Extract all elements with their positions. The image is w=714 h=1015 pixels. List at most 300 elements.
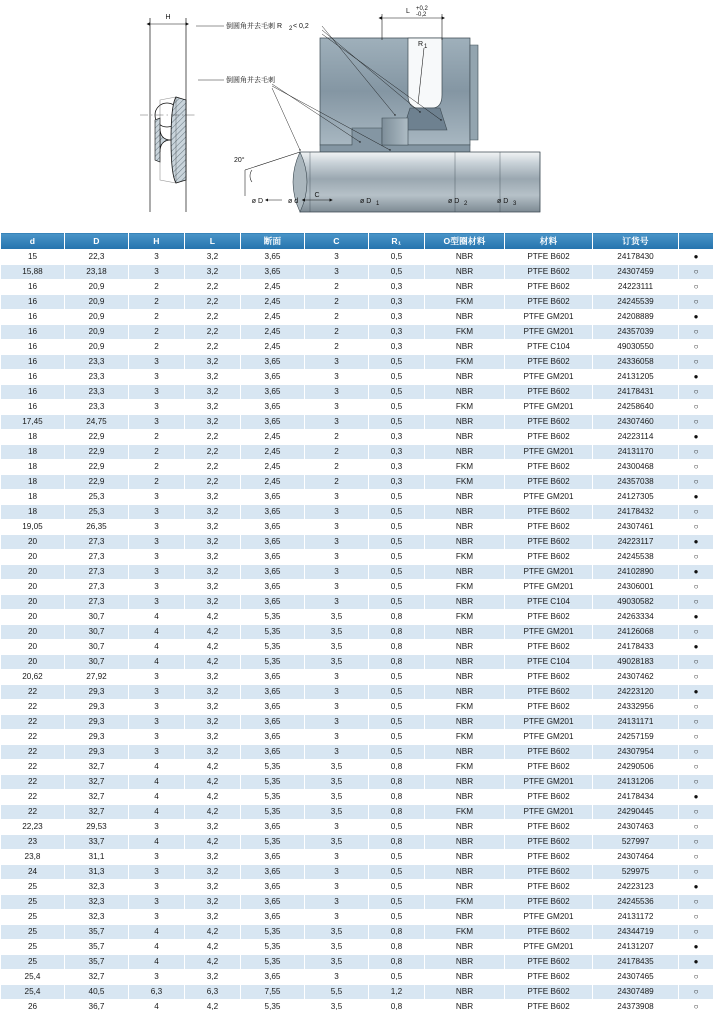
table-row[interactable] (1, 670, 714, 685)
cell-material: PTFE GM201 (505, 310, 593, 325)
table-row[interactable] (1, 490, 714, 505)
dia-D-label: ø D (251, 198, 263, 205)
cell-R1: 0,3 (369, 325, 425, 340)
cell-H: 2 (129, 310, 185, 325)
table-row[interactable] (1, 685, 714, 700)
cell-oring-material: FKM (425, 550, 505, 565)
cell-oring-material: NBR (425, 625, 505, 640)
cell-D: 22,9 (65, 445, 129, 460)
cell-order-number: 24245539 (593, 295, 679, 310)
cell-section: 2,45 (241, 430, 305, 445)
stock-dot-open-icon (694, 447, 699, 456)
table-row[interactable] (1, 820, 714, 835)
cell-C: 3 (305, 550, 369, 565)
table-row[interactable] (1, 1000, 714, 1015)
cell-H: 3 (129, 265, 185, 280)
table-row[interactable] (1, 955, 714, 970)
table-row[interactable] (1, 430, 714, 445)
table-row[interactable] (1, 385, 714, 400)
cell-R1: 0,5 (369, 595, 425, 610)
cell-H: 4 (129, 640, 185, 655)
cell-d: 20 (1, 610, 65, 625)
cell-order-number: 24223117 (593, 535, 679, 550)
cell-L: 3,2 (185, 400, 241, 415)
cell-material: PTFE C104 (505, 595, 593, 610)
cell-oring-material: NBR (425, 910, 505, 925)
cell-stock-indicator (679, 910, 714, 925)
cell-material: PTFE B602 (505, 970, 593, 985)
cell-stock-indicator (679, 580, 714, 595)
cell-C: 3,5 (305, 955, 369, 970)
table-row[interactable] (1, 595, 714, 610)
table-row[interactable] (1, 895, 714, 910)
cell-order-number: 24344719 (593, 925, 679, 940)
cell-stock-indicator (679, 970, 714, 985)
cell-L: 3,2 (185, 415, 241, 430)
table-row[interactable] (1, 475, 714, 490)
cell-D: 22,3 (65, 250, 129, 265)
cell-R1: 0,5 (369, 865, 425, 880)
cell-order-number: 529975 (593, 865, 679, 880)
table-row[interactable] (1, 925, 714, 940)
cell-oring-material: FKM (425, 700, 505, 715)
stock-dot-open-icon (694, 357, 699, 366)
table-row[interactable] (1, 655, 714, 670)
cell-H: 3 (129, 745, 185, 760)
cell-order-number: 49030550 (593, 340, 679, 355)
table-row[interactable] (1, 880, 714, 895)
cell-oring-material: NBR (425, 880, 505, 895)
cell-d: 22 (1, 790, 65, 805)
cell-L: 3,2 (185, 850, 241, 865)
cell-stock-indicator (679, 490, 714, 505)
table-row[interactable] (1, 805, 714, 820)
cell-section: 3,65 (241, 595, 305, 610)
cell-material: PTFE B602 (505, 745, 593, 760)
cell-D: 32,7 (65, 790, 129, 805)
cell-oring-material: NBR (425, 280, 505, 295)
table-row[interactable] (1, 355, 714, 370)
stock-dot-open-icon (694, 507, 699, 516)
cell-oring-material: NBR (425, 385, 505, 400)
cell-d: 16 (1, 310, 65, 325)
table-row[interactable] (1, 625, 714, 640)
cell-section: 3,65 (241, 400, 305, 415)
table-row[interactable] (1, 340, 714, 355)
cell-H: 2 (129, 445, 185, 460)
cell-C: 3,5 (305, 760, 369, 775)
cell-L: 4,2 (185, 760, 241, 775)
cell-D: 32,7 (65, 760, 129, 775)
cell-oring-material: NBR (425, 310, 505, 325)
cell-oring-material: NBR (425, 970, 505, 985)
cell-D: 35,7 (65, 955, 129, 970)
cell-C: 2 (305, 460, 369, 475)
cell-section: 3,65 (241, 865, 305, 880)
table-row[interactable] (1, 730, 714, 745)
cell-D: 32,3 (65, 880, 129, 895)
cell-L: 3,2 (185, 970, 241, 985)
cell-section: 3,65 (241, 355, 305, 370)
cell-H: 2 (129, 475, 185, 490)
cell-C: 2 (305, 475, 369, 490)
table-row[interactable] (1, 445, 714, 460)
cell-H: 2 (129, 295, 185, 310)
cell-L: 2,2 (185, 460, 241, 475)
table-row[interactable] (1, 790, 714, 805)
cell-H: 3 (129, 520, 185, 535)
cell-H: 3 (129, 700, 185, 715)
cell-C: 5,5 (305, 985, 369, 1000)
cell-L: 3,2 (185, 820, 241, 835)
cell-C: 3,5 (305, 640, 369, 655)
cell-R1: 0,5 (369, 730, 425, 745)
cell-stock-indicator (679, 400, 714, 415)
cell-order-number: 24178434 (593, 790, 679, 805)
table-row[interactable] (1, 835, 714, 850)
cell-order-number: 24131206 (593, 775, 679, 790)
cell-D: 40,5 (65, 985, 129, 1000)
table-row[interactable] (1, 565, 714, 580)
cell-section: 5,35 (241, 610, 305, 625)
table-row[interactable] (1, 760, 714, 775)
cell-material: PTFE B602 (505, 280, 593, 295)
cell-stock-indicator (679, 670, 714, 685)
stock-dot-open-icon (694, 747, 699, 756)
cell-section: 3,65 (241, 715, 305, 730)
cell-stock-indicator (679, 415, 714, 430)
cell-L: 3,2 (185, 715, 241, 730)
cell-oring-material: FKM (425, 730, 505, 745)
cell-material: PTFE B602 (505, 895, 593, 910)
cell-stock-indicator (679, 820, 714, 835)
cell-oring-material: FKM (425, 580, 505, 595)
table-row[interactable] (1, 700, 714, 715)
cell-C: 3 (305, 745, 369, 760)
table-row[interactable] (1, 310, 714, 325)
cell-order-number: 24258640 (593, 400, 679, 415)
cell-L: 2,2 (185, 430, 241, 445)
table-row[interactable] (1, 460, 714, 475)
table-row[interactable] (1, 985, 714, 1000)
cell-order-number: 24131205 (593, 370, 679, 385)
cell-C: 2 (305, 430, 369, 445)
cell-material: PTFE B602 (505, 820, 593, 835)
cell-d: 18 (1, 505, 65, 520)
table-row[interactable] (1, 745, 714, 760)
cell-C: 3 (305, 265, 369, 280)
cell-L: 3,2 (185, 505, 241, 520)
table-row[interactable] (1, 580, 714, 595)
cell-d: 20 (1, 565, 65, 580)
stock-dot-open-icon (694, 1002, 699, 1011)
cell-L: 3,2 (185, 265, 241, 280)
cell-R1: 0,5 (369, 685, 425, 700)
stock-dot-filled-icon (694, 687, 699, 696)
table-row[interactable] (1, 865, 714, 880)
cell-material: PTFE B602 (505, 955, 593, 970)
cell-C: 3 (305, 580, 369, 595)
cell-order-number: 24223120 (593, 685, 679, 700)
cell-d: 25 (1, 895, 65, 910)
cell-oring-material: FKM (425, 355, 505, 370)
cell-H: 3 (129, 565, 185, 580)
cell-L: 2,2 (185, 445, 241, 460)
table-row[interactable] (1, 505, 714, 520)
cell-section: 3,65 (241, 880, 305, 895)
cell-H: 2 (129, 340, 185, 355)
cell-oring-material: NBR (425, 790, 505, 805)
stock-dot-filled-icon (694, 432, 699, 441)
cell-D: 27,3 (65, 550, 129, 565)
cell-material: PTFE B602 (505, 1000, 593, 1015)
cell-D: 27,92 (65, 670, 129, 685)
table-row[interactable] (1, 400, 714, 415)
table-row[interactable] (1, 940, 714, 955)
stock-dot-open-icon (694, 402, 699, 411)
cell-d: 20 (1, 535, 65, 550)
cell-material: PTFE GM201 (505, 565, 593, 580)
cell-material: PTFE B602 (505, 880, 593, 895)
cell-order-number: 24131172 (593, 910, 679, 925)
table-row[interactable] (1, 265, 714, 280)
cell-R1: 0,8 (369, 805, 425, 820)
cell-oring-material: NBR (425, 415, 505, 430)
cell-R1: 0,3 (369, 280, 425, 295)
cell-D: 25,3 (65, 490, 129, 505)
table-row[interactable] (1, 280, 714, 295)
cell-oring-material: FKM (425, 475, 505, 490)
table-row[interactable] (1, 715, 714, 730)
cell-C: 3 (305, 730, 369, 745)
cell-R1: 0,5 (369, 250, 425, 265)
cell-stock-indicator (679, 805, 714, 820)
cell-order-number: 24307462 (593, 670, 679, 685)
cell-order-number: 527997 (593, 835, 679, 850)
cell-oring-material: FKM (425, 460, 505, 475)
cell-R1: 0,8 (369, 625, 425, 640)
table-row[interactable] (1, 910, 714, 925)
cell-material: PTFE GM201 (505, 940, 593, 955)
cell-D: 20,9 (65, 325, 129, 340)
table-row[interactable] (1, 550, 714, 565)
cell-L: 4,2 (185, 925, 241, 940)
cell-R1: 0,5 (369, 355, 425, 370)
cell-R1: 0,8 (369, 640, 425, 655)
cell-L: 4,2 (185, 955, 241, 970)
table-row[interactable] (1, 775, 714, 790)
cell-d: 22 (1, 685, 65, 700)
table-row[interactable] (1, 970, 714, 985)
table-row[interactable] (1, 640, 714, 655)
cell-section: 5,35 (241, 625, 305, 640)
cell-L: 3,2 (185, 385, 241, 400)
cell-oring-material: NBR (425, 985, 505, 1000)
cell-oring-material: FKM (425, 805, 505, 820)
cell-L: 2,2 (185, 340, 241, 355)
cell-material: PTFE C104 (505, 655, 593, 670)
cell-R1: 0,8 (369, 940, 425, 955)
cell-stock-indicator (679, 865, 714, 880)
cell-section: 2,45 (241, 460, 305, 475)
cell-section: 3,65 (241, 550, 305, 565)
cell-material: PTFE GM201 (505, 625, 593, 640)
stock-dot-open-icon (694, 732, 699, 741)
cell-H: 4 (129, 610, 185, 625)
cell-L: 3,2 (185, 880, 241, 895)
cell-order-number: 24357038 (593, 475, 679, 490)
cell-d: 22 (1, 805, 65, 820)
cell-R1: 0,5 (369, 520, 425, 535)
cell-d: 16 (1, 295, 65, 310)
stock-dot-open-icon (694, 387, 699, 396)
cell-material: PTFE GM201 (505, 400, 593, 415)
cell-stock-indicator (679, 595, 714, 610)
cell-stock-indicator (679, 610, 714, 625)
cell-H: 3 (129, 820, 185, 835)
cell-R1: 0,5 (369, 970, 425, 985)
cell-d: 25 (1, 880, 65, 895)
cell-section: 5,35 (241, 925, 305, 940)
stock-dot-open-icon (694, 417, 699, 426)
cell-stock-indicator (679, 430, 714, 445)
stock-dot-open-icon (694, 867, 699, 876)
cell-R1: 0,5 (369, 880, 425, 895)
cell-L: 3,2 (185, 355, 241, 370)
cell-order-number: 24178431 (593, 385, 679, 400)
technical-drawing (0, 0, 713, 232)
cell-order-number: 24245536 (593, 895, 679, 910)
table-row[interactable] (1, 295, 714, 310)
cell-C: 3,5 (305, 775, 369, 790)
cell-material: PTFE B602 (505, 250, 593, 265)
cell-d: 25,4 (1, 985, 65, 1000)
cell-D: 20,9 (65, 340, 129, 355)
table-row[interactable] (1, 415, 714, 430)
cell-H: 3 (129, 505, 185, 520)
cell-material: PTFE B602 (505, 670, 593, 685)
stock-dot-open-icon (694, 552, 699, 561)
cell-d: 22 (1, 730, 65, 745)
cell-C: 3 (305, 670, 369, 685)
cell-R1: 0,5 (369, 550, 425, 565)
cell-L: 4,2 (185, 610, 241, 625)
stock-dot-open-icon (694, 282, 699, 291)
cell-section: 3,65 (241, 895, 305, 910)
stock-dot-open-icon (694, 897, 699, 906)
cell-H: 3 (129, 370, 185, 385)
cell-R1: 0,5 (369, 580, 425, 595)
cell-oring-material: NBR (425, 265, 505, 280)
cell-D: 24,75 (65, 415, 129, 430)
cell-R1: 0,8 (369, 655, 425, 670)
chamfer-note-value: < 0,2 (293, 23, 309, 30)
cell-H: 3 (129, 970, 185, 985)
stock-dot-open-icon (694, 912, 699, 921)
cell-C: 3,5 (305, 655, 369, 670)
cell-L: 3,2 (185, 895, 241, 910)
cell-section: 3,65 (241, 370, 305, 385)
table-row[interactable] (1, 520, 714, 535)
cell-D: 20,9 (65, 295, 129, 310)
cell-material: PTFE GM201 (505, 490, 593, 505)
cell-section: 3,65 (241, 730, 305, 745)
cell-d: 15,88 (1, 265, 65, 280)
cell-stock-indicator (679, 985, 714, 1000)
cell-material: PTFE B602 (505, 385, 593, 400)
cell-H: 4 (129, 940, 185, 955)
cell-D: 30,7 (65, 610, 129, 625)
dia-D2-label: ø D (448, 198, 460, 205)
cell-D: 27,3 (65, 580, 129, 595)
cell-L: 3,2 (185, 865, 241, 880)
cell-material: PTFE B602 (505, 700, 593, 715)
cell-R1: 0,3 (369, 430, 425, 445)
cell-D: 30,7 (65, 625, 129, 640)
cell-C: 3 (305, 895, 369, 910)
cell-section: 3,65 (241, 535, 305, 550)
cell-H: 4 (129, 955, 185, 970)
header-H: H (129, 233, 185, 250)
cell-section: 2,45 (241, 340, 305, 355)
cell-oring-material: FKM (425, 610, 505, 625)
cell-oring-material: NBR (425, 670, 505, 685)
cell-stock-indicator (679, 310, 714, 325)
dim-l-tolerance-lower: -0,2 (416, 12, 427, 18)
stock-dot-open-icon (694, 327, 699, 336)
cell-material: PTFE GM201 (505, 715, 593, 730)
cell-order-number: 24307459 (593, 265, 679, 280)
cell-H: 3 (129, 595, 185, 610)
cell-stock-indicator (679, 475, 714, 490)
table-row[interactable] (1, 370, 714, 385)
table-row[interactable] (1, 250, 714, 265)
cell-d: 25 (1, 955, 65, 970)
cell-order-number: 24300468 (593, 460, 679, 475)
cell-stock-indicator (679, 715, 714, 730)
table-row[interactable] (1, 325, 714, 340)
cell-d: 25 (1, 925, 65, 940)
cell-stock-indicator (679, 535, 714, 550)
dia-D3-subscript: 3 (513, 201, 517, 207)
cell-section: 3,65 (241, 490, 305, 505)
cell-stock-indicator (679, 955, 714, 970)
table-row[interactable] (1, 610, 714, 625)
cell-order-number: 24332956 (593, 700, 679, 715)
cell-d: 19,05 (1, 520, 65, 535)
cell-C: 3,5 (305, 940, 369, 955)
header-order-number: 订货号 (593, 233, 679, 250)
cell-D: 32,7 (65, 775, 129, 790)
cell-C: 3 (305, 250, 369, 265)
cell-C: 3,5 (305, 835, 369, 850)
table-row[interactable] (1, 535, 714, 550)
table-row[interactable] (1, 850, 714, 865)
cell-oring-material: NBR (425, 490, 505, 505)
cell-H: 3 (129, 580, 185, 595)
stock-dot-filled-icon (694, 642, 699, 651)
cell-material: PTFE B602 (505, 550, 593, 565)
cell-D: 32,7 (65, 805, 129, 820)
stock-dot-open-icon (694, 267, 699, 276)
cell-order-number: 24102890 (593, 565, 679, 580)
cell-oring-material: FKM (425, 295, 505, 310)
cell-stock-indicator (679, 250, 714, 265)
cell-order-number: 24307489 (593, 985, 679, 1000)
cell-C: 3,5 (305, 805, 369, 820)
cell-L: 4,2 (185, 775, 241, 790)
dia-d-label: ø d (288, 198, 299, 205)
